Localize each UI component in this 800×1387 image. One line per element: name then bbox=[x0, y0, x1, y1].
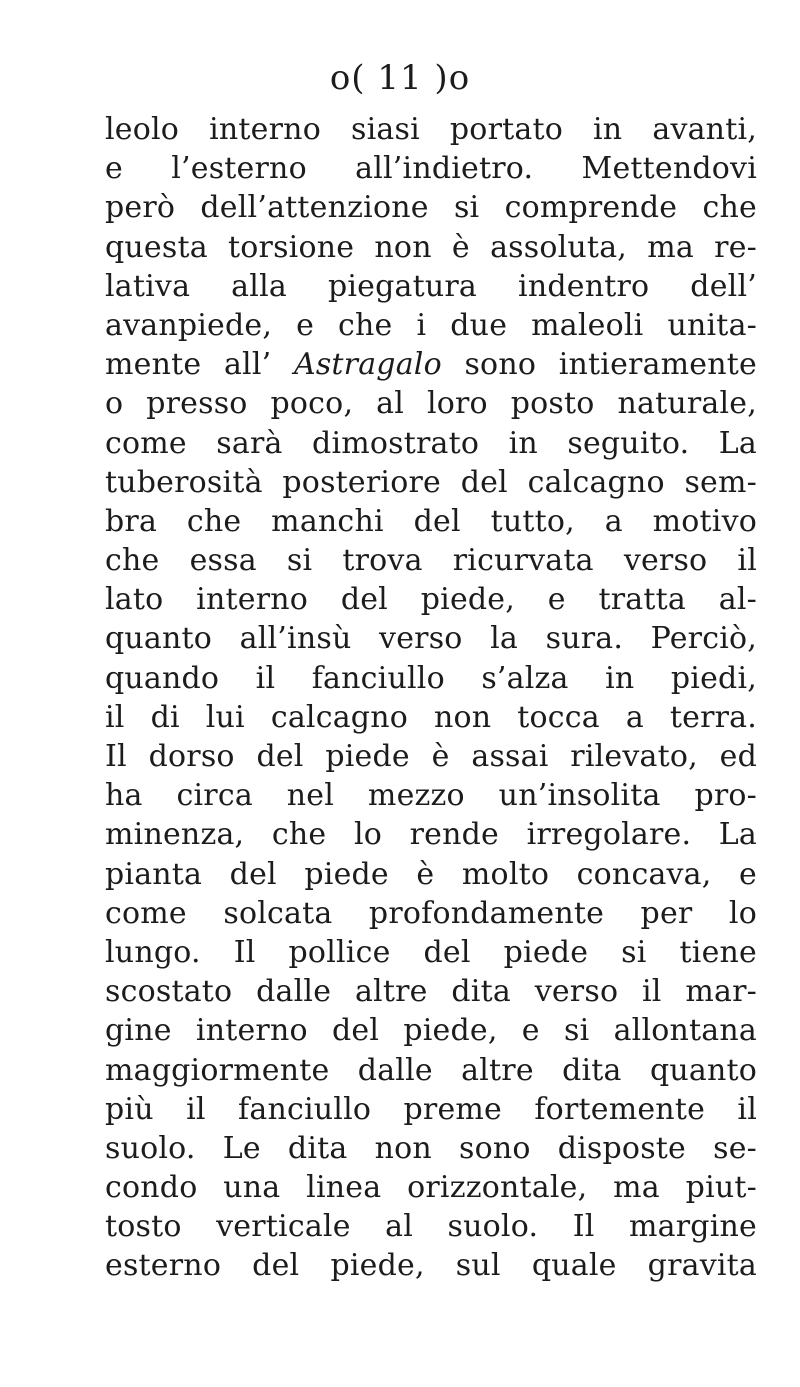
text-line-4: questa torsione non è assoluta, ma re- bbox=[105, 229, 757, 265]
text-line-21: come solcata profondamente per lo bbox=[105, 895, 757, 931]
text-line-1: leolo interno siasi portato in avanti, bbox=[105, 112, 757, 147]
text-line-18: ha circa nel mezzo un’insolita pro- bbox=[105, 778, 757, 814]
text-line-29: tosto verticale al suolo. Il margine bbox=[105, 1209, 757, 1245]
text-line-14: quanto all’insù verso la sura. Perciò, bbox=[105, 621, 757, 657]
text-line-8: o presso poco, al loro posto naturale, bbox=[105, 386, 757, 422]
text-line-16: il di lui calcagno non tocca a terra. bbox=[105, 699, 757, 735]
page-number bbox=[0, 58, 800, 98]
text-line-20: pianta del piede è molto concava, e bbox=[105, 856, 757, 892]
text-line-30: esterno del piede, sul quale gravita bbox=[105, 1248, 757, 1284]
text-line-7: mente all’ Astragalo sono intieramente bbox=[105, 347, 757, 383]
text-line-23: scostato dalle altre dita verso il mar- bbox=[105, 974, 757, 1010]
text-line-19: minenza, che lo rende irregolare. La bbox=[105, 817, 757, 853]
body-text bbox=[105, 110, 757, 1286]
page-number-text: o( 11 )o bbox=[329, 58, 471, 98]
text-line-22: lungo. Il pollice del piede si tiene bbox=[105, 934, 757, 970]
text-line-17: Il dorso del piede è assai rilevato, ed bbox=[105, 739, 757, 774]
text-line-10: tuberosità posteriore del calcagno sem- bbox=[105, 464, 757, 500]
text-line-11: bra che manchi del tutto, a motivo bbox=[105, 503, 757, 539]
text-line-15: quando il fanciullo s’alza in piedi, bbox=[105, 660, 757, 696]
text-line-3: però dell’attenzione si comprende che bbox=[105, 190, 757, 226]
text-line-13: lato interno del piede, e tratta al- bbox=[105, 582, 757, 618]
text-line-5: lativa alla piegatura indentro dell’ bbox=[105, 268, 757, 304]
text-line-9: come sarà dimostrato in seguito. La bbox=[105, 425, 757, 461]
text-line-24: gine interno del piede, e si allontana bbox=[105, 1013, 757, 1049]
text-line-2: e l’esterno all’indietro. Mettendovi bbox=[105, 151, 757, 187]
text-line-6: avanpiede, e che i due maleoli unita- bbox=[105, 307, 757, 343]
text-line-26: più il fanciullo preme fortemente il bbox=[105, 1091, 757, 1127]
italic-term-astragalo: Astragalo bbox=[293, 347, 442, 383]
text-line-25: maggiormente dalle altre dita quanto bbox=[105, 1052, 757, 1088]
text-line-27: suolo. Le dita non sono disposte se- bbox=[105, 1130, 757, 1166]
text-line-28: condo una linea orizzontale, ma piut- bbox=[105, 1170, 757, 1206]
text-line-12: che essa si trova ricurvata verso il bbox=[105, 543, 757, 579]
